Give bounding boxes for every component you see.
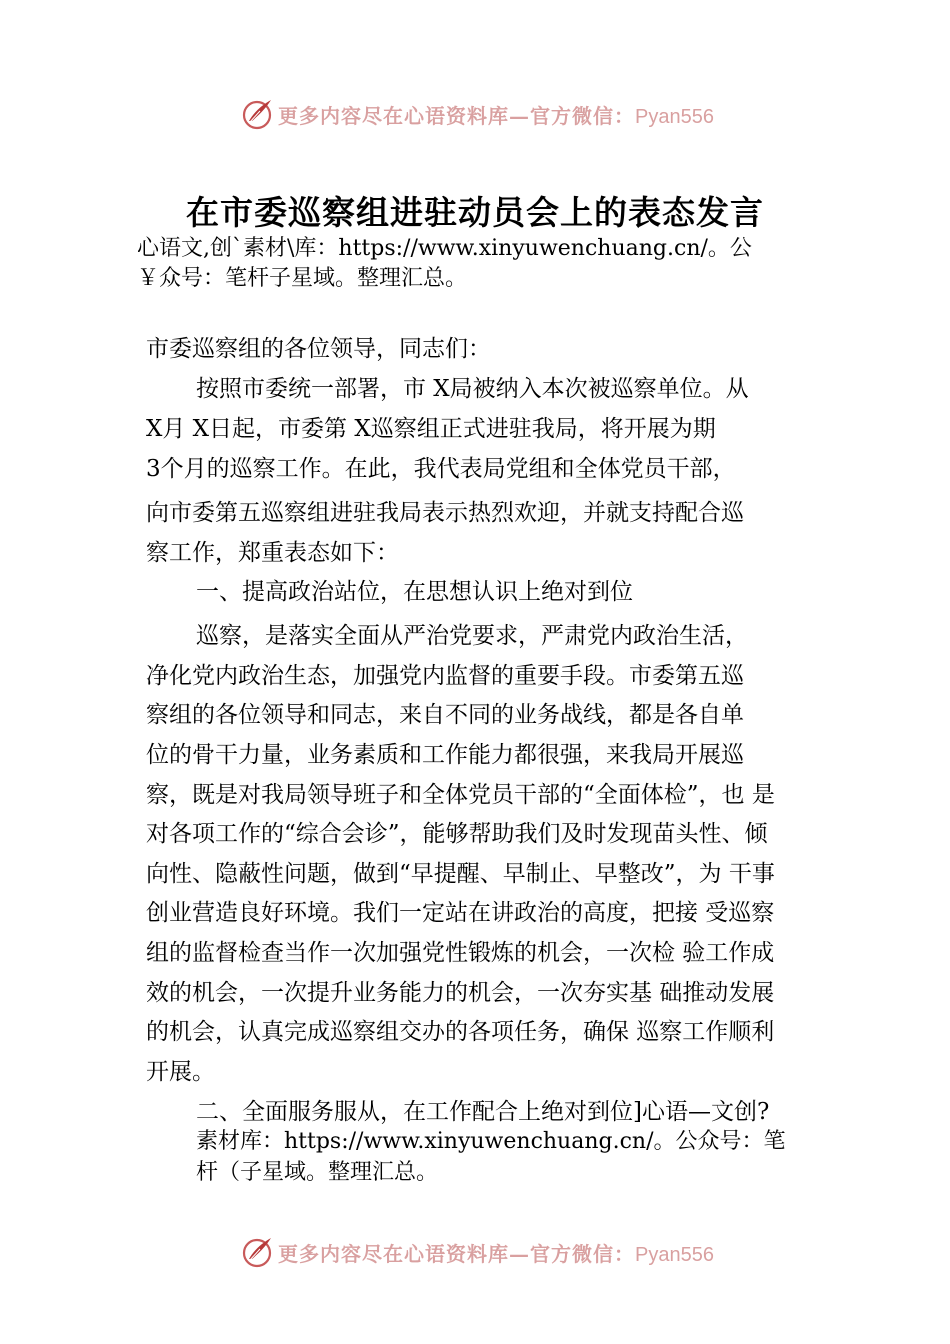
heading-2-source-line: 杆（子星域。整理汇总。 bbox=[196, 1160, 439, 1185]
wechat-id: Pyan556 bbox=[635, 1243, 714, 1266]
paragraph-line: 察组的各位领导和同志，来自不同的业务战线，都是各自单 bbox=[146, 702, 744, 728]
section-heading-2: 二、全面服务服从，在工作配合上绝对到位]心语—文创? bbox=[196, 1099, 770, 1125]
paragraph-line: 净化党内政治生态，加强党内监督的重要手段。市委第五巡 bbox=[146, 663, 744, 689]
paragraph-line: 创业营造良好环境。我们一定站在讲政治的高度，把接 受巡察 bbox=[146, 900, 775, 926]
paragraph-line: 的机会，认真完成巡察组交办的各项任务，确保 巡察工作顺利 bbox=[146, 1019, 775, 1045]
paragraph-line: 向市委第五巡察组进驻我局表示热烈欢迎，并就支持配合巡 bbox=[146, 500, 744, 526]
paragraph-line: 察工作，郑重表态如下： bbox=[146, 540, 399, 566]
paragraph-line: 开展。 bbox=[146, 1059, 215, 1085]
wechat-id: Pyan556 bbox=[635, 105, 714, 128]
paragraph-line: 按照市委统一部署，市 X局被纳入本次被巡察单位。从 bbox=[196, 376, 749, 402]
greeting: 市委巡察组的各位领导，同志们： bbox=[146, 336, 491, 362]
footer-watermark bbox=[240, 1234, 714, 1270]
source-note-line-1: 心语文,创`素材\库：https://www.xinyuwenchuang.cn/。公 bbox=[137, 236, 752, 261]
header-watermark bbox=[240, 96, 714, 132]
paragraph-line: 巡察，是落实全面从严治党要求，严肃党内政治生活， bbox=[196, 623, 748, 649]
paragraph-line: 察，既是对我局领导班子和全体党员干部的“全面体检”，也 是 bbox=[146, 782, 775, 808]
paragraph-line: X月 X日起，市委第 X巡察组正式进驻我局，将开展为期 bbox=[146, 416, 716, 442]
paragraph-line: 3个月的巡察工作。在此，我代表局党组和全体党员干部， bbox=[146, 456, 736, 482]
source-note-line-2: ￥众号：笔杆子星域。整理汇总。 bbox=[137, 266, 468, 291]
quill-logo-icon bbox=[240, 97, 274, 131]
paragraph-line: 组的监督检查当作一次加强党性锻炼的机会，一次检 验工作成 bbox=[146, 940, 775, 966]
watermark-text: 更多内容尽在心语资料库—官方微信：Pyan556 bbox=[278, 1241, 714, 1266]
heading-2-source-line: 素材库：https://www.xinyuwenchuang.cn/。公众号：笔 bbox=[196, 1129, 786, 1154]
watermark-text: 更多内容尽在心语资料库—官方微信：Pyan556 bbox=[278, 103, 714, 128]
document-title: 在市委巡察组进驻动员会上的表态发言 bbox=[186, 193, 764, 232]
paragraph-line: 对各项工作的“综合会诊”，能够帮助我们及时发现苗头性、倾 bbox=[146, 821, 768, 847]
quill-logo-icon bbox=[240, 1235, 274, 1269]
section-heading-1: 一、提高政治站位，在思想认识上绝对到位 bbox=[196, 579, 633, 605]
paragraph-line: 效的机会，一次提升业务能力的机会，一次夯实基 础推动发展 bbox=[146, 980, 775, 1006]
paragraph-line: 位的骨干力量，业务素质和工作能力都很强，来我局开展巡 bbox=[146, 742, 744, 768]
paragraph-line: 向性、隐蔽性问题，做到“早提醒、早制止、早整改”，为 干事 bbox=[146, 861, 775, 887]
